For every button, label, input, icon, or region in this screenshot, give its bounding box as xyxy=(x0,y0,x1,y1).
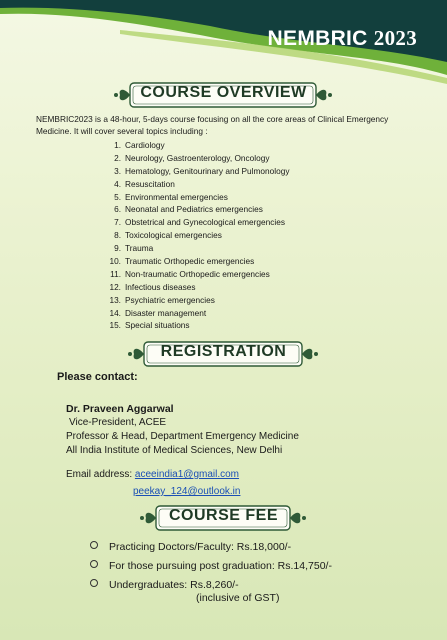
topic-text: Hematology, Genitourinary and Pulmonology xyxy=(125,165,290,176)
topic-text: Traumatic Orthopedic emergencies xyxy=(125,256,255,267)
contact-line: Professor & Head, Department Emergency Medicine xyxy=(66,431,299,442)
topic-item xyxy=(104,139,290,152)
topic-number: 10. xyxy=(109,256,121,267)
topic-list xyxy=(104,139,290,332)
topic-number: 12. xyxy=(109,281,121,292)
topic-item xyxy=(104,307,290,320)
fee-banner xyxy=(0,502,447,534)
topic-number: 4. xyxy=(114,178,121,189)
topic-text: Environmental emergencies xyxy=(125,191,228,202)
fee-item: Undergraduates: Rs.8,260/- xyxy=(90,576,332,595)
topic-item xyxy=(104,294,290,307)
topic-item xyxy=(104,178,290,191)
topic-item xyxy=(104,319,290,332)
fee-list xyxy=(90,538,332,595)
topic-text: Neonatal and Pediatrics emergencies xyxy=(125,204,263,215)
topic-number: 2. xyxy=(114,152,121,163)
registration-heading: REGISTRATION xyxy=(160,343,287,360)
topic-number: 5. xyxy=(114,191,121,202)
topic-item xyxy=(104,281,290,294)
contact-block xyxy=(66,402,299,458)
topic-item xyxy=(104,216,290,229)
topic-item xyxy=(104,152,290,165)
topic-text: Toxicological emergencies xyxy=(125,230,222,241)
topic-number: 14. xyxy=(109,307,121,318)
topic-text: Cardiology xyxy=(125,140,165,150)
fee-item: Practicing Doctors/Faculty: Rs.18,000/- xyxy=(90,538,332,557)
email-label: Email address: xyxy=(66,469,133,480)
please-contact-label: Please contact: xyxy=(57,371,138,383)
event-title: NEMBRIC 2023 xyxy=(267,26,417,50)
email-block xyxy=(66,466,240,500)
topic-number: 13. xyxy=(109,294,121,305)
fee-item: For those pursuing post graduation: Rs.14,750/- xyxy=(90,557,332,576)
topic-number: 6. xyxy=(114,204,121,215)
circle-bullet-icon xyxy=(90,541,98,549)
topic-item xyxy=(104,165,290,178)
contact-line: Vice-President, ACEE xyxy=(69,417,167,428)
topic-number: 15. xyxy=(109,320,121,331)
topic-number: 9. xyxy=(114,243,121,254)
topic-item xyxy=(104,191,290,204)
overview-banner xyxy=(0,79,447,111)
contact-name: Dr. Praveen Aggarwal xyxy=(66,403,174,415)
email-link-secondary[interactable]: peekay_124@outlook.in xyxy=(133,486,241,497)
fee-heading: COURSE FEE xyxy=(168,507,278,524)
topic-text: Obstetrical and Gynecological emergencies xyxy=(125,217,286,228)
contact-line: All India Institute of Medical Sciences, New Delhi xyxy=(66,445,283,456)
circle-bullet-icon xyxy=(90,579,98,587)
topic-text: Neurology, Gastroenterology, Oncology xyxy=(125,152,270,163)
topic-text: Trauma xyxy=(125,243,154,254)
topic-number: 8. xyxy=(114,230,121,241)
topic-number: 7. xyxy=(114,217,121,228)
gst-note: (inclusive of GST) xyxy=(196,592,280,604)
topic-text: Resuscitation xyxy=(125,178,175,189)
topic-text: Infectious diseases xyxy=(125,281,196,292)
topic-item xyxy=(104,229,290,242)
topic-text: Special situations xyxy=(125,320,190,331)
topic-number: 3. xyxy=(114,165,121,176)
topic-number: 1. xyxy=(114,140,121,150)
topic-text: Psychiatric emergencies xyxy=(125,294,215,305)
overview-intro: NEMBRIC2023 is a 48-hour, 5-days course focusing on all the core areas of Clinical Emergency Medicine. It will cover several topics including : xyxy=(36,114,389,136)
topic-text: Non-traumatic Orthopedic emergencies xyxy=(125,268,270,279)
topic-number: 11. xyxy=(110,268,121,279)
email-link-primary[interactable]: aceeindia1@gmail.com xyxy=(134,469,240,480)
overview-heading: COURSE OVERVIEW xyxy=(140,84,307,101)
registration-banner xyxy=(0,338,447,370)
topic-item xyxy=(104,268,290,281)
topic-text: Disaster management xyxy=(125,307,207,318)
topic-item xyxy=(104,255,290,268)
topic-item xyxy=(104,242,290,255)
topic-item xyxy=(104,203,290,216)
circle-bullet-icon xyxy=(90,560,98,568)
